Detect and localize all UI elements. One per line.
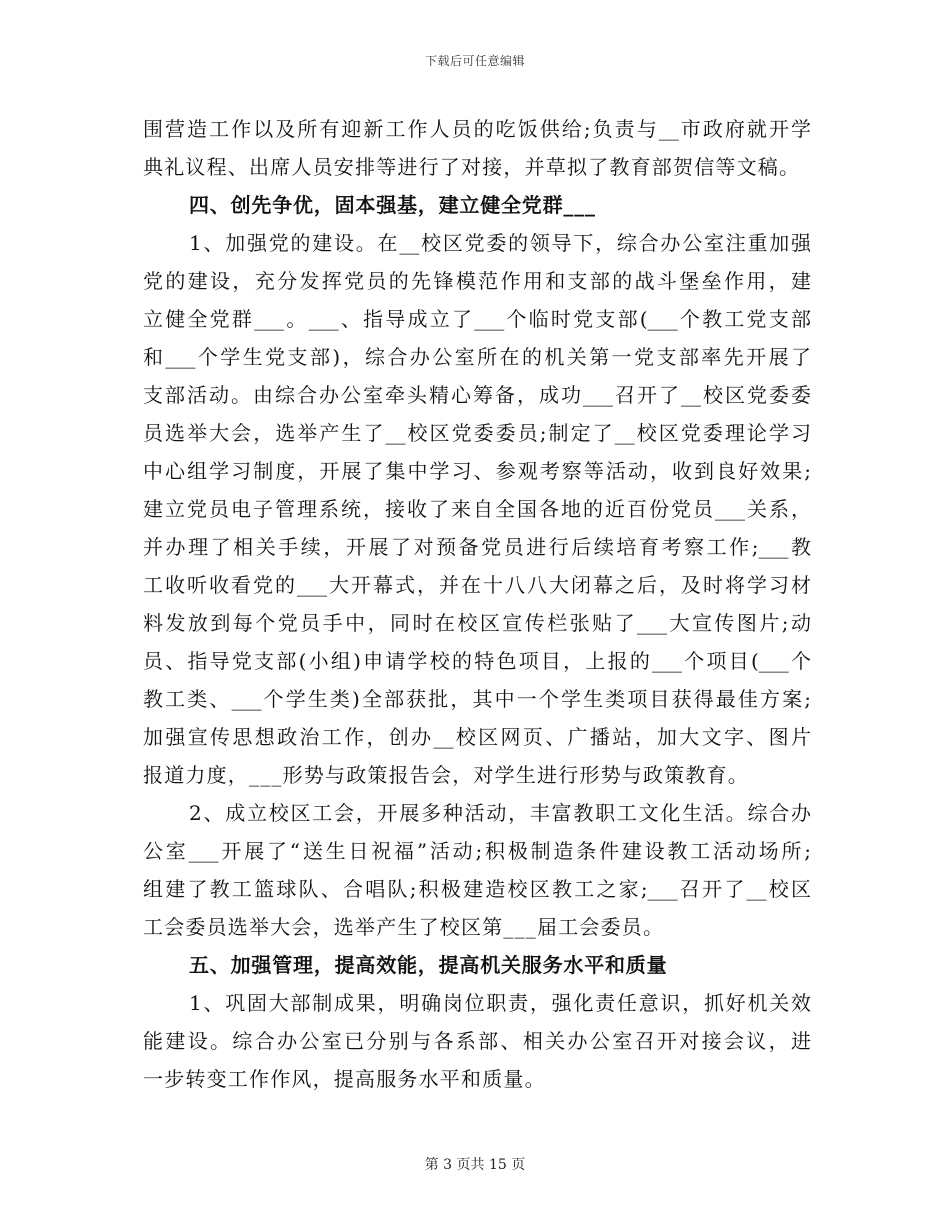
paragraph-line: 典礼议程、出席人员安排等进行了对接，并草拟了教育部贺信等文稿。 — [143, 155, 801, 179]
section-heading-4: 四、创先争优，固本强基，建立健全党群___ — [189, 193, 596, 217]
paragraph-line: 支部活动。由综合办公室牵头精心筹备，成功___召开了__校区党委委 — [143, 383, 811, 407]
paragraph-line: 1、巩固大部制成果，明确岗位职责，强化责任意识，抓好机关效 — [189, 991, 811, 1015]
paragraph-line: 能建设。综合办公室已分别与各系部、相关办公室召开对接会议，进 — [143, 1029, 811, 1053]
paragraph-line: 建立党员电子管理系统，接收了来自全国各地的近百份党员___关系， — [143, 497, 811, 521]
paragraph-line: 党的建设，充分发挥党员的先锋模范作用和支部的战斗堡垒作用，建 — [143, 269, 811, 293]
paragraph-line: 报道力度，___形势与政策报告会，对学生进行形势与政策教育。 — [143, 763, 749, 787]
paragraph-line: 1、加强党的建设。在__校区党委的领导下，综合办公室注重加强 — [189, 231, 811, 255]
paragraph-line: 员、指导党支部(小组)申请学校的特色项目，上报的___个项目(___个 — [143, 649, 811, 673]
paragraph-line: 工会委员选举大会，选举产生了校区第___届工会委员。 — [143, 915, 665, 939]
paragraph-line: 料发放到每个党员手中，同时在校区宣传栏张贴了___大宣传图片;动 — [143, 611, 811, 635]
paragraph-line: 和___个学生党支部)，综合办公室所在的机关第一党支部率先开展了 — [143, 345, 811, 369]
paragraph-line: 员选举大会，选举产生了__校区党委委员;制定了__校区党委理论学习 — [143, 421, 811, 445]
paragraph-line: 立健全党群___。___、指导成立了___个临时党支部(___个教工党支部 — [143, 307, 811, 331]
paragraph-line: 工收听收看党的___大开幕式，并在十八八大闭幕之后，及时将学习材 — [143, 573, 811, 597]
document-body — [143, 110, 811, 1098]
paragraph-line: 加强宣传思想政治工作，创办__校区网页、广播站，加大文字、图片 — [143, 725, 811, 749]
paragraph-line: 一步转变工作作风，提高服务水平和质量。 — [143, 1067, 546, 1091]
paragraph-line: 中心组学习制度，开展了集中学习、参观考察等活动，收到良好效果; — [143, 459, 811, 483]
paragraph-line: 教工类、___个学生类)全部获批，其中一个学生类项目获得最佳方案; — [143, 687, 811, 711]
paragraph-line: 组建了教工篮球队、合唱队;积极建造校区教工之家;___召开了__校区 — [143, 877, 811, 901]
page-footer: 第 3 页共 15 页 — [424, 1157, 526, 1173]
paragraph-line: 围营造工作以及所有迎新工作人员的吃饭供给;负责与__市政府就开学 — [143, 117, 811, 141]
page-header: 下载后可任意编辑 — [424, 54, 525, 68]
paragraph-line: 公室___开展了“送生日祝福”活动;积极制造条件建设教工活动场所; — [143, 839, 811, 863]
section-heading-5: 五、加强管理，提高效能，提高机关服务水平和质量 — [189, 953, 668, 977]
paragraph-line: 并办理了相关手续，开展了对预备党员进行后续培育考察工作;___教 — [143, 535, 811, 559]
paragraph-line: 2、成立校区工会，开展多种活动，丰富教职工文化生活。综合办 — [189, 801, 811, 825]
